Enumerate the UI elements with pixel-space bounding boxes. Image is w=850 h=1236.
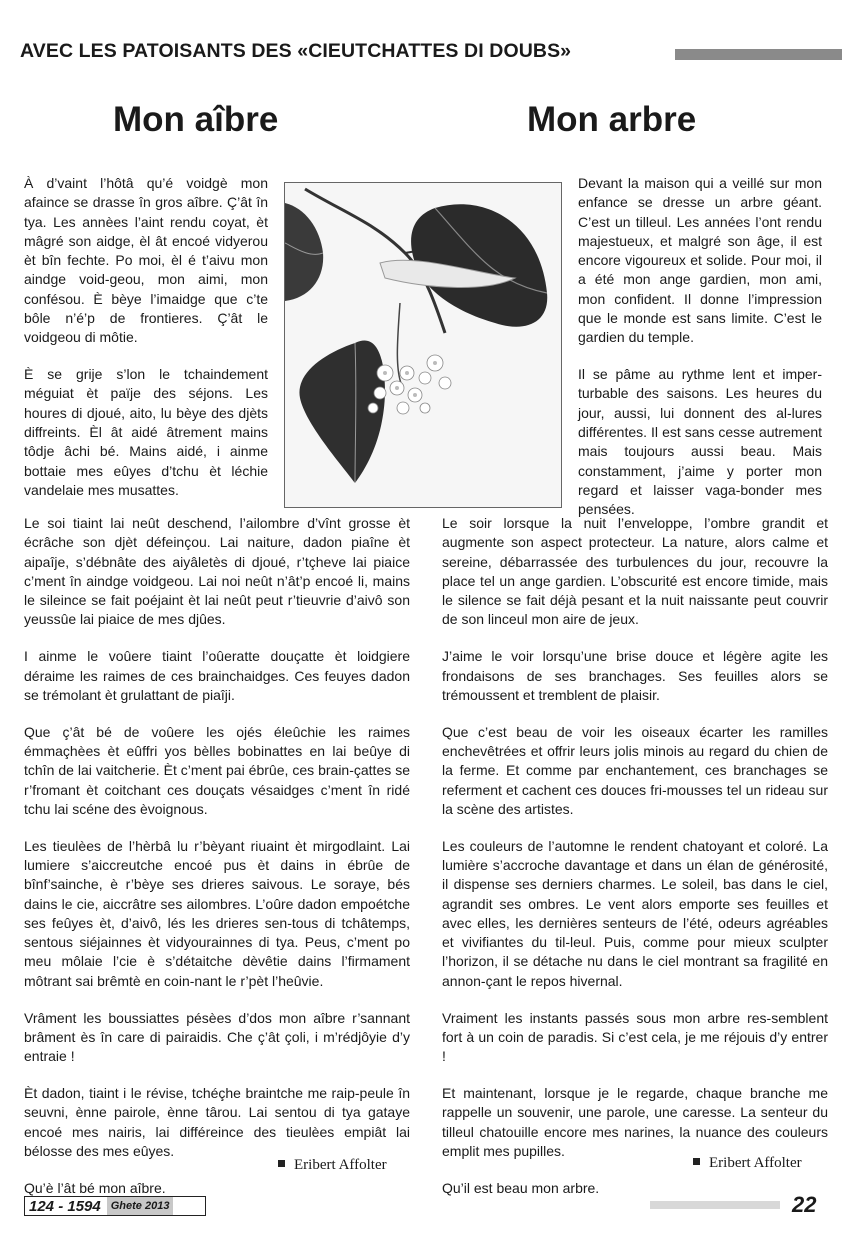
french-paragraph: Vraiment les instants passés sous mon arbre res-semblent fort à un coin de paradis. Si c’est cela, je me réjouis d’y entrer !: [442, 1009, 828, 1065]
section-header: [20, 40, 830, 70]
patois-paragraph: È se grije s’lon le tchaindement méguiat èt païje des séjons. Les houres di djoué, aito, lu bèye des djèts diffreints. Èl ât aidé âtrement mains tôdje âchi bé. Mains aidé, i ainme bottaie mes eûyes d’tchu èt léchie vandelaie mes musattes.: [24, 366, 268, 498]
patois-paragraph: I ainme le voûere tiaint l’oûeratte douçatte èt loidgiere déraime les raimes de ces brainchaidges. Ces feuyes dadon se trémolant èt grulattant de piaîji.: [24, 648, 410, 703]
square-bullet-icon: [693, 1158, 700, 1165]
patois-paragraph: Les tieulèes de l’hèrbâ lu r’bèyant riuaint èt mirgodlaint. Lai lumiere s’aiccreutche encoé pus èt dains in ébrûe de bînf’sainche, è r’bèye ses drieres saivous. Le soraye, bés dains le cie, aiccrâtre ses ailombres. L’oûre dadon empoétche ses feûyes èt, d’aivô, lés les drieres sen-tous di tchâtemps, sentous siéjainnes èt vidyourainnes di tya. Peus, c’ment po meu môlaie l’cie è s’détaitche dèvêtie dains l’firmament môtrant sai brêmtè en coin-nant le r’pèt l’heûvie.: [24, 837, 410, 989]
linden-branch-photo: [284, 182, 562, 508]
issue-number: 124 - 1594: [29, 1197, 101, 1215]
linden-icon: [285, 183, 561, 507]
patois-paragraph: Le soi tiaint lai neût deschend, l’ailombre d’vînt grosse èt écrâche son djèt défeinçou. Lai naiture, dadon piaîne èt aipaîje, s’débnâte des aiyâletès di djoué, r’tçheve lai piaice c’ment în aindge voidgeou. Lai noi neût n’ât’p encoé li, mains le sileince se fait poéjaint èt lai neût peut r’tieuvrie d’aivô son yeussûe lai piaice de mes djûes.: [24, 515, 410, 628]
footer-strip: [650, 1201, 780, 1209]
header-rule: [675, 49, 842, 60]
patois-paragraph: À d’vaint l’hôtâ qu’é voidgè mon afaince se drasse în gros aîbre. Ç’ât în tya. Les annèes l’aint rendu coyat, èt mâgré son aidge, èl ât encoé vidyerou èt bîn fechte. Po moi, èl é t’aivu mon aindge void-geou, mon aimi, mon confésou. È bèye l’imaidge que c’te bôle n’é’p de frontieres. Ç’ât le voidgeou di môtie.: [24, 175, 268, 346]
page-number: 22: [792, 1192, 817, 1217]
issue-box: [24, 1196, 206, 1216]
patois-closing: Qu’è l’ât bé mon aîbre.: [24, 1179, 166, 1196]
french-paragraph: Le soir lorsque la nuit l’enveloppe, l’ombre grandit et augmente son aspect protecteur. La nature, alors calme et sereine, débarrassée des turbulences du jour, recouvre la place tel un ange gardien. L’obscurité est encore timide, mais le silence se fait déjà pesant et la nuit naissante peut couvrir de son linceul mon aire de jeux.: [442, 515, 828, 628]
french-paragraph: Il se pâme au rythme lent et imper-turbable des saisons. Les heures du jour, aussi, lui donnent des al-lures différentes. Il est sans cesse autrement mais toujours aussi beau. Mais constamment, j’aime y porter mon regard et laisser vaga-bonder mes pensées.: [578, 366, 822, 518]
patois-paragraph: Vrâment les boussiattes pésèes d’dos mon aîbre r’sannant brâment ès în care di pairaidis. Che ç’ât çoli, i m’rédjôyie d’y entraie !: [24, 1009, 410, 1065]
section-header-title: AVEC LES PATOISANTS DES «CIEUTCHATTES DI DOUBS»: [20, 40, 572, 62]
patois-column-top: [24, 174, 268, 518]
author-signature-patois: [278, 1157, 387, 1174]
french-paragraph: J’aime le voir lorsqu’une brise douce et légère agite les frondaisons de ses branchages. Ses feuilles alors se trémoussent et tremblent de plaisir.: [442, 648, 828, 703]
title-french: Mon arbre: [527, 100, 697, 139]
french-paragraph: Et maintenant, lorsque je le regarde, chaque branche me rappelle un souvenir, une parole, une caresse. La senteur du tilleul chatouille encore mes narines, la nuance des couleurs emplit mes pupilles.: [442, 1084, 828, 1159]
patois-column-bottom: [24, 514, 410, 1198]
patois-paragraph: Èt dadon, tiaint i le révise, tchéçhe braintche me raip-peule în seuvni, ènne pairole, ènne târou. Lai sentou di tya gataye encoé mes nairis, lai différeince des tieulèes empiât lai bélosse des mes eûyes.: [24, 1084, 410, 1159]
title-patois: Mon aîbre: [113, 100, 279, 139]
author-name: Eribert Affolter: [709, 1155, 802, 1171]
french-paragraph: Les couleurs de l’automne le rendent chatoyant et coloré. La lumière s’accroche davantage et dans un élan de générosité, il dispense ses derniers charmes. Le soleil, bas dans le ciel, agrandit ses ombres. Le vent alors emporte ses feuilles et avec elles, les dernières senteurs de l’été, odeurs agréables et vivifiantes du til-leul. Puis, comme pour mieux sculpter l’horizon, il se détache nu dans le ciel montrant sa fragilité en annon-çant le repos hivernal.: [442, 837, 828, 989]
french-column-top: [578, 174, 822, 537]
french-closing: Qu’il est beau mon arbre.: [442, 1179, 600, 1196]
french-paragraph: Que c’est beau de voir les oiseaux écarter les ramilles enchevêtrées et offrir leurs jolis minois au regard du chien de la ferme. Et comme par enchantement, ces branchages se referment et cachent ces douces fri-mousses tel un rideau sur la scène des artistes.: [442, 723, 828, 817]
french-column-bottom: [442, 514, 828, 1198]
patois-paragraph: Que ç’ât bé de voûere les ojés éleûchie les raimes émmaçhèes èt eûffri yos bèlles bobinattes en lai beûye di tchîn de lai vaitcherie. Èt c’ment pai ébrûe, ces brain-çattes se r’fromant èt coitchant ces douçats vésaidges c’ment în ridé tchu lai scéne des èvoignous.: [24, 723, 410, 817]
edition-label: Ghete 2013: [107, 1197, 174, 1215]
french-paragraph: Devant la maison qui a veillé sur mon enfance se dresse un arbre géant. C’est un tilleul. Les années l’ont rendu majestueux, et malgré son âge, il est encore vigoureux et solide. Pour moi, il a été mon ange gardien, mon ami, mon confident. Il donne l’impression que le monde est sans limite. C’est le gardien du temple.: [578, 175, 822, 346]
author-name: Eribert Affolter: [294, 1157, 387, 1173]
author-signature-french: [693, 1155, 802, 1172]
square-bullet-icon: [278, 1160, 285, 1167]
